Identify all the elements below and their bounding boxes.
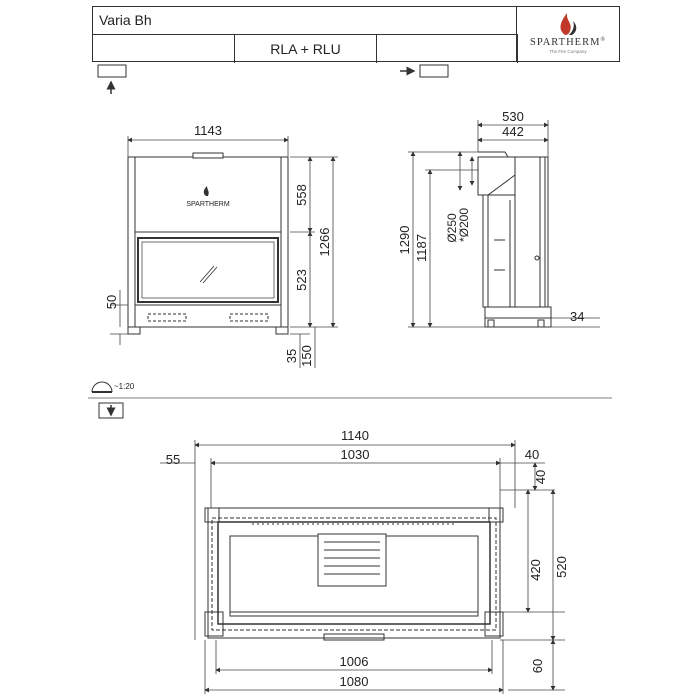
dim-front-base: 50	[104, 294, 119, 310]
dim-top-width-outer: 1140	[341, 428, 369, 443]
dim-top-width-inner: 1030	[340, 447, 370, 462]
dim-side-flue-inner: *Ø200	[457, 207, 471, 243]
dim-side-foot: 34	[570, 309, 585, 324]
flame-logo-icon	[204, 186, 209, 196]
dim-front-lower: 523	[294, 269, 309, 291]
model-name: Varia Bh	[99, 12, 152, 28]
dim-front-feet: 35	[284, 348, 299, 364]
top-view	[205, 508, 503, 640]
variant-label: RLA + RLU	[235, 35, 377, 63]
brand-name: SPARTHERM®	[530, 37, 606, 48]
glass-door	[138, 238, 278, 302]
dim-top-depth-top: 40	[533, 469, 548, 485]
dim-top-depth-outer: 520	[554, 556, 569, 578]
dim-top-bottom-gap: 60	[530, 658, 545, 674]
dim-front-upper: 558	[294, 184, 309, 206]
dim-top-frame-width: 1080	[339, 674, 369, 689]
side-view-icon	[400, 65, 448, 77]
dim-side-flue-outer: Ø250	[445, 213, 459, 243]
dim-side-height-total: 1290	[397, 225, 412, 255]
dim-front-height: 1266	[317, 227, 332, 257]
brand-tagline: The Fire Company	[549, 49, 587, 54]
section-marker	[88, 382, 612, 418]
front-dimensions	[110, 136, 338, 368]
front-view	[128, 153, 288, 334]
dim-top-offset-right: 40	[524, 447, 540, 462]
front-logo-text: SPARTHERM	[186, 201, 230, 208]
dim-top-offset-left: 55	[165, 452, 181, 467]
dim-side-height-body: 1187	[414, 234, 429, 262]
front-view-icon	[98, 65, 126, 94]
scale-label: ~1:20	[114, 382, 135, 391]
dim-side-depth-total: 530	[502, 109, 524, 124]
side-view	[478, 152, 551, 327]
dim-front-width: 1143	[194, 123, 222, 138]
dim-top-glass-width: 1006	[339, 654, 369, 669]
dim-top-depth-inner: 420	[528, 559, 543, 581]
dim-side-depth-body: 442	[502, 124, 524, 139]
side-dimensions	[408, 120, 600, 327]
dim-front-leg: 150	[299, 345, 314, 367]
